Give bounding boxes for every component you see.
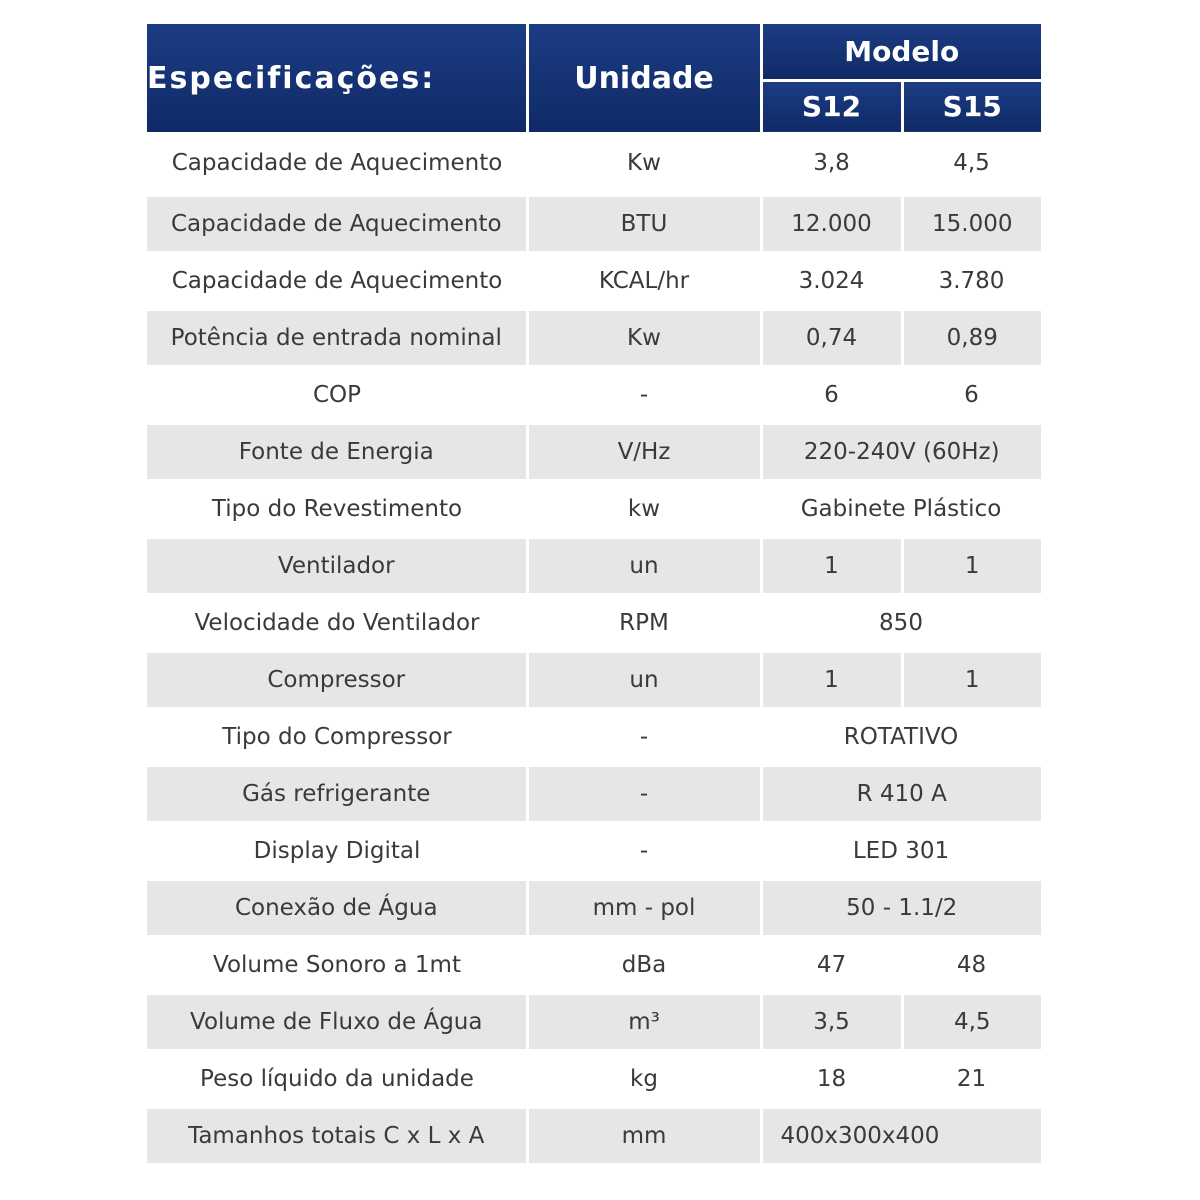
unit-cell: BTU xyxy=(527,196,761,253)
model-value-cell: Gabinete Plástico xyxy=(761,481,1041,538)
table-row xyxy=(147,880,1041,937)
unit-cell: - xyxy=(527,766,761,823)
s15-value-cell: 0,89 xyxy=(902,310,1041,367)
unit-cell: RPM xyxy=(527,595,761,652)
spec-label: Display Digital xyxy=(147,823,527,880)
model-value-cell: LED 301 xyxy=(761,823,1041,880)
spec-label: Velocidade do Ventilador xyxy=(147,595,527,652)
s15-value-cell: 1 xyxy=(902,652,1041,709)
spec-label: Tipo do Revestimento xyxy=(147,481,527,538)
s12-value-cell: 1 xyxy=(761,652,902,709)
spec-label: Capacidade de Aquecimento xyxy=(147,253,527,310)
s12-value-cell: 3,8 xyxy=(761,132,902,196)
model-value-cell: 850 xyxy=(761,595,1041,652)
s15-value-cell: 6 xyxy=(902,367,1041,424)
s15-value-cell: 15.000 xyxy=(902,196,1041,253)
s12-value-cell: 47 xyxy=(761,937,902,994)
spec-label: Gás refrigerante xyxy=(147,766,527,823)
unit-cell: Kw xyxy=(527,310,761,367)
spec-label: Capacidade de Aquecimento xyxy=(147,132,527,196)
spec-label: Tipo do Compressor xyxy=(147,709,527,766)
table-row xyxy=(147,766,1041,823)
table-row xyxy=(147,823,1041,880)
spec-label: Ventilador xyxy=(147,538,527,595)
unit-cell: un xyxy=(527,538,761,595)
table-header xyxy=(147,24,1041,132)
model-value-cell: 220-240V (60Hz) xyxy=(761,424,1041,481)
s12-value-cell: 3,5 xyxy=(761,994,902,1051)
table-row xyxy=(147,253,1041,310)
table-row xyxy=(147,310,1041,367)
spec-label: Volume Sonoro a 1mt xyxy=(147,937,527,994)
s15-value-cell: 3.780 xyxy=(902,253,1041,310)
table-row xyxy=(147,481,1041,538)
spec-label: Volume de Fluxo de Água xyxy=(147,994,527,1051)
unit-cell: - xyxy=(527,367,761,424)
spec-label: Fonte de Energia xyxy=(147,424,527,481)
spec-label: Conexão de Água xyxy=(147,880,527,937)
table-row xyxy=(147,1051,1041,1108)
s12-header: S12 xyxy=(761,80,902,132)
unit-cell: mm - pol xyxy=(527,880,761,937)
unit-cell: KCAL/hr xyxy=(527,253,761,310)
unit-cell: - xyxy=(527,709,761,766)
s15-value-cell: 48 xyxy=(902,937,1041,994)
unit-cell: kw xyxy=(527,481,761,538)
table-row xyxy=(147,424,1041,481)
model-value-cell: 50 - 1.1/2 xyxy=(761,880,1041,937)
table-row xyxy=(147,652,1041,709)
spec-label: Tamanhos totais C x L x A xyxy=(147,1108,527,1165)
spec-table xyxy=(147,24,1041,1166)
model-value-cell: ROTATIVO xyxy=(761,709,1041,766)
unit-cell: Kw xyxy=(527,132,761,196)
s12-value-cell: 6 xyxy=(761,367,902,424)
model-header: Modelo xyxy=(761,24,1041,80)
s15-header: S15 xyxy=(902,80,1041,132)
model-value-cell: 400x300x400 xyxy=(761,1108,1041,1165)
s15-value-cell: 4,5 xyxy=(902,132,1041,196)
s15-value-cell: 1 xyxy=(902,538,1041,595)
unit-cell: un xyxy=(527,652,761,709)
unit-cell: dBa xyxy=(527,937,761,994)
model-value-cell: R 410 A xyxy=(761,766,1041,823)
s12-value-cell: 1 xyxy=(761,538,902,595)
unit-cell: mm xyxy=(527,1108,761,1165)
s12-value-cell: 3.024 xyxy=(761,253,902,310)
unit-cell: kg xyxy=(527,1051,761,1108)
unit-cell: - xyxy=(527,823,761,880)
table-row xyxy=(147,132,1041,196)
spec-label: COP xyxy=(147,367,527,424)
table-row xyxy=(147,1108,1041,1165)
table-row xyxy=(147,709,1041,766)
spec-label: Capacidade de Aquecimento xyxy=(147,196,527,253)
spec-label: Peso líquido da unidade xyxy=(147,1051,527,1108)
s12-value-cell: 12.000 xyxy=(761,196,902,253)
s15-value-cell: 4,5 xyxy=(902,994,1041,1051)
unit-cell: m³ xyxy=(527,994,761,1051)
table-row xyxy=(147,994,1041,1051)
table-row xyxy=(147,937,1041,994)
table-body xyxy=(147,132,1041,1165)
spec-header: Especificações: xyxy=(147,24,527,132)
table-row xyxy=(147,367,1041,424)
unit-header: Unidade xyxy=(527,24,761,132)
unit-cell: V/Hz xyxy=(527,424,761,481)
spec-label: Potência de entrada nominal xyxy=(147,310,527,367)
spec-label: Compressor xyxy=(147,652,527,709)
s15-value-cell: 21 xyxy=(902,1051,1041,1108)
table-row xyxy=(147,196,1041,253)
table-row xyxy=(147,595,1041,652)
s12-value-cell: 0,74 xyxy=(761,310,902,367)
table-row xyxy=(147,538,1041,595)
s12-value-cell: 18 xyxy=(761,1051,902,1108)
